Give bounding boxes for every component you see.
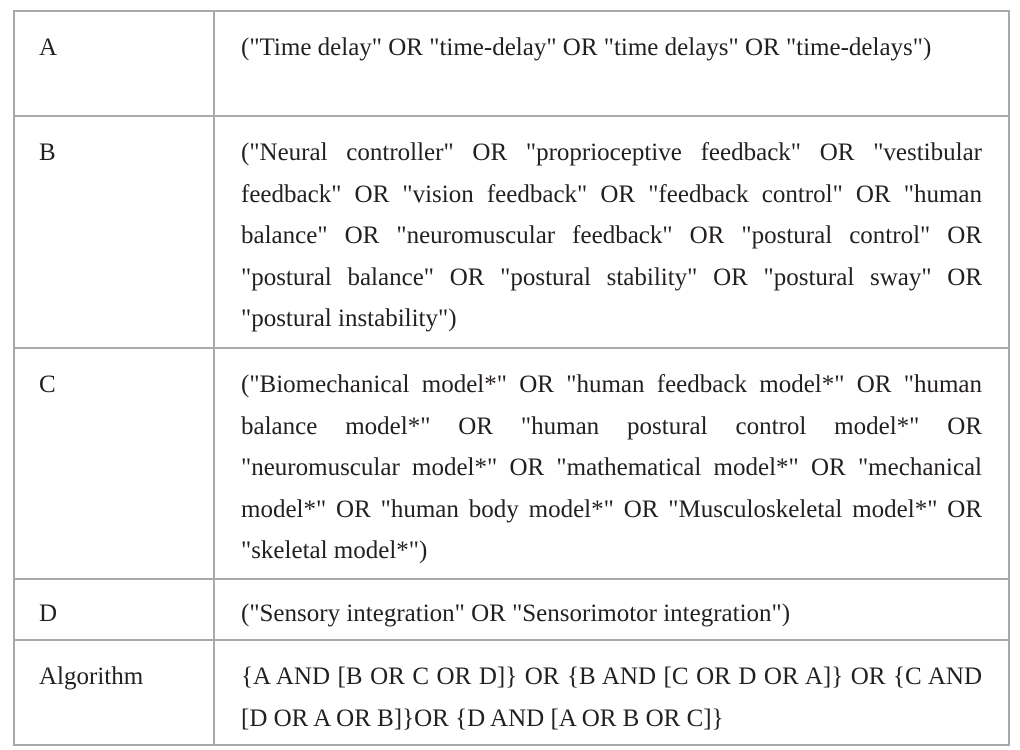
- row-label-a: A: [14, 11, 214, 116]
- table-row: [14, 11, 1009, 116]
- row-label-d: D: [14, 579, 214, 640]
- row-query-a: ("Time delay" OR "time-delay" OR "time delays" OR "time-delays"): [214, 11, 1009, 116]
- table-row: [14, 348, 1009, 579]
- search-strategy-table: [13, 10, 1010, 746]
- row-query-algorithm: {A AND [B OR C OR D]} OR {B AND [C OR D OR A]} OR {C AND [D OR A OR B]}OR {D AND [A OR B OR C]}: [214, 640, 1009, 745]
- row-query-c: ("Biomechanical model*" OR "human feedback model*" OR "human balance model*" OR "human postural control model*" OR "neuromuscular model*" OR "mathematical model*" OR "mechanical model*" OR "human body model*" OR "Musculoskeletal model*" OR "skeletal model*"): [214, 348, 1009, 579]
- row-query-b: ("Neural controller" OR "proprioceptive feedback" OR "vestibular feedback" OR "vision feedback" OR "feedback control" OR "human balance" OR "neuromuscular feedback" OR "postural control" OR "postural balance" OR "postural stability" OR "postural sway" OR "postural instability"): [214, 116, 1009, 348]
- row-label-c: C: [14, 348, 214, 579]
- table-row: [14, 579, 1009, 640]
- table-row: [14, 116, 1009, 348]
- row-query-d: ("Sensory integration" OR "Sensorimotor integration"): [214, 579, 1009, 640]
- row-label-algorithm: Algorithm: [14, 640, 214, 745]
- table-row: [14, 640, 1009, 745]
- search-strategy-table-container: [13, 10, 1008, 746]
- row-label-b: B: [14, 116, 214, 348]
